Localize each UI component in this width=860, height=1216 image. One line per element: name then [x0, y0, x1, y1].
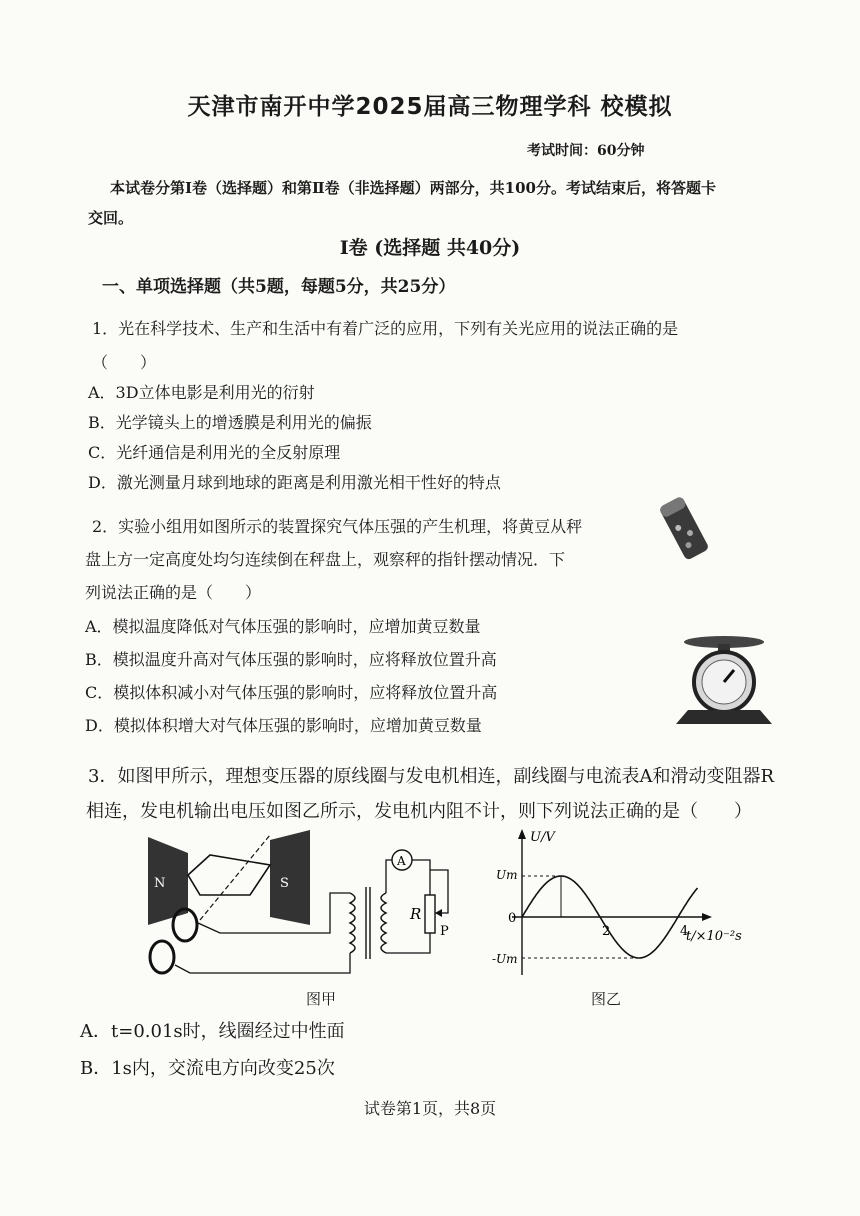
q3-stem-line-1: 3．如图甲所示，理想变压器的原线圈与发电机相连，副线圈与电流表A和滑动变阻器R — [88, 766, 775, 787]
page-title: 天津市南开中学2025届高三物理学科 校模拟 — [187, 94, 673, 120]
x-axis-label: t/×10⁻²s — [686, 929, 742, 944]
q2-stem-line-2: 盘上方一定高度处均匀连续倒在秤盘上，观察秤的指针摆动情况．下 — [85, 550, 566, 569]
magnet-s — [270, 830, 310, 925]
primary-coil — [350, 893, 355, 953]
section-subhead: 一、单项选择题（共5题，每题5分，共25分） — [102, 277, 456, 297]
slider-label: P — [440, 924, 449, 939]
x-tick-label: 2 — [602, 924, 611, 939]
resistor-label: R — [410, 905, 422, 923]
q2-option-d: D．模拟体积增大对气体压强的影响时，应增加黄豆数量 — [85, 716, 482, 735]
q1-stem-line-2: （ ） — [92, 353, 157, 372]
magnet-s-label: S — [280, 876, 289, 891]
intro-line-2: 交回。 — [88, 209, 134, 227]
coil — [188, 855, 270, 895]
q3-option-a: A．t=0.01s时，线圈经过中性面 — [80, 1021, 345, 1042]
q1-option-a: A．3D立体电影是利用光的衍射 — [88, 383, 315, 402]
exam-intro — [88, 173, 770, 233]
secondary-coil — [381, 893, 386, 953]
q2-stem-line-3: 列说法正确的是（ ） — [85, 583, 262, 602]
figure-b-caption: 图乙 — [591, 990, 622, 1008]
q1-option-c: C．光纤通信是利用光的全反射原理 — [88, 443, 341, 462]
q2-stem-line-1: 2．实验小组用如图所示的装置探究气体压强的产生机理，将黄豆从秤 — [92, 517, 583, 536]
y-axis-label: U/V — [530, 830, 555, 845]
magnet-n-label: N — [154, 876, 166, 891]
q2-option-b: B．模拟温度升高对气体压强的影响时，应将释放位置升高 — [85, 650, 497, 669]
figure-b-voltage-chart — [490, 825, 780, 985]
q1-stem-line-1: 1．光在科学技术、生产和生活中有着广泛的应用，下列有关光应用的说法正确的是 — [92, 319, 679, 338]
figure-a-caption: 图甲 — [306, 990, 337, 1008]
q3-stem-line-2: 相连，发电机输出电压如图乙所示，发电机内阻不计，则下列说法正确的是（ ） — [86, 801, 752, 822]
y-min-label: -Um — [492, 952, 518, 966]
ammeter-label: A — [397, 854, 406, 868]
slip-ring-2 — [150, 941, 174, 973]
q2-option-a: A．模拟温度降低对气体压强的影响时，应增加黄豆数量 — [85, 617, 481, 636]
intro-line-1: 本试卷分第Ⅰ卷（选择题）和第Ⅱ卷（非选择题）两部分，共100分。考试结束后，将答题卡 — [110, 179, 716, 197]
origin-label: 0 — [508, 911, 517, 926]
scale-illustration — [668, 632, 778, 727]
bean-container-illustration — [650, 490, 720, 570]
figure-a-generator-circuit — [130, 825, 480, 985]
axis-line — [200, 835, 270, 920]
q1-option-d: D．激光测量月球到地球的距离是利用激光相干性好的特点 — [88, 473, 501, 492]
resistor — [425, 895, 435, 933]
q2-option-c: C．模拟体积减小对气体压强的影响时，应将释放位置升高 — [85, 683, 498, 702]
q1-option-b: B．光学镜头上的增透膜是利用光的偏振 — [88, 413, 372, 432]
x-tick-label: 4 — [680, 924, 689, 939]
section-title: Ⅰ卷 (选择题 共40分) — [339, 237, 521, 259]
y-max-label: Um — [496, 868, 518, 882]
page-footer: 试卷第1页，共8页 — [363, 1099, 497, 1118]
exam-time: 考试时间：60分钟 — [527, 143, 645, 159]
q3-option-b: B．1s内，交流电方向改变25次 — [80, 1058, 335, 1079]
